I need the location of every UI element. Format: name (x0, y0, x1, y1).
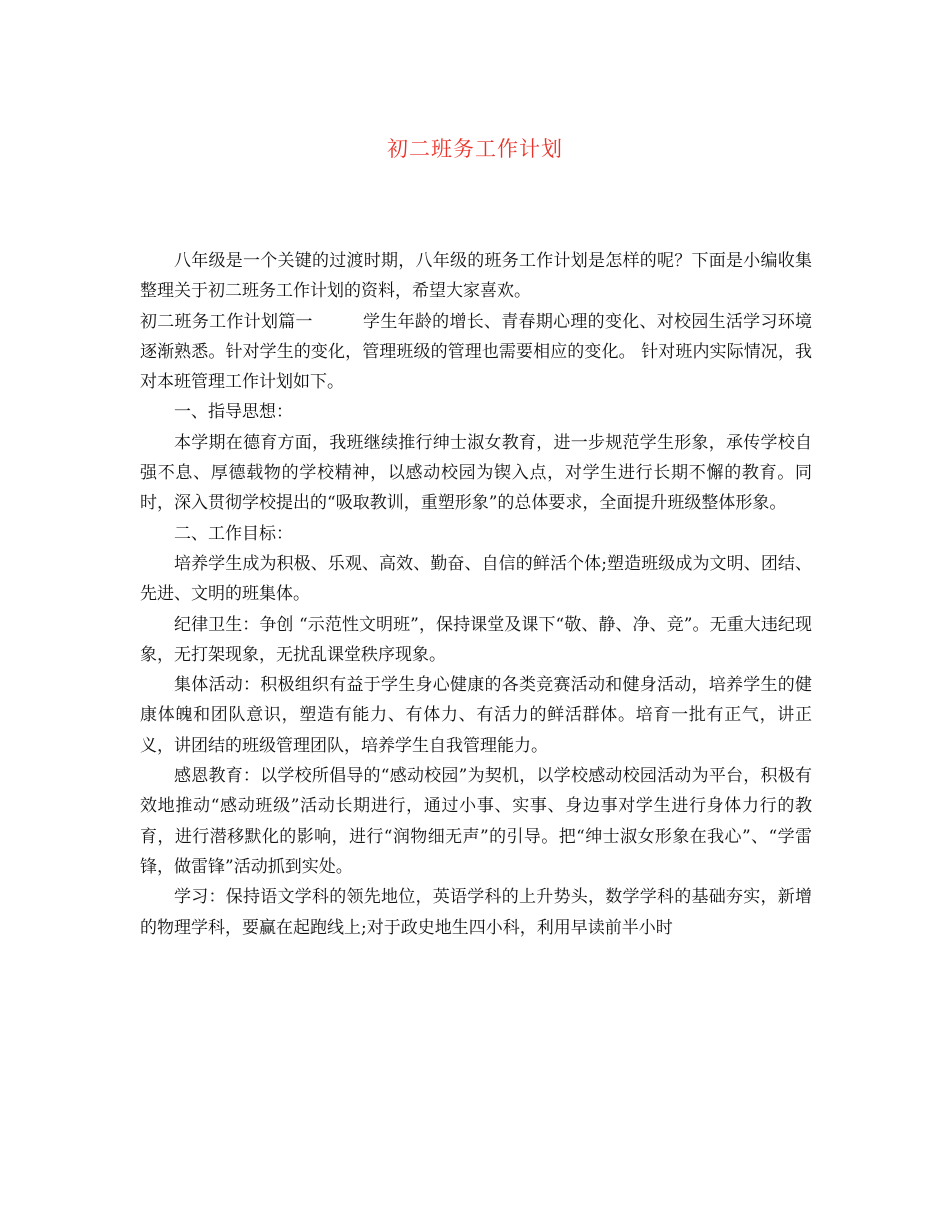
chapter-label: 初二班务工作计划篇一 (140, 311, 313, 332)
chapter-text: 学生年龄的增长、青春期心理的变化、对校园生活学习环境逐渐熟悉。针对学生的变化，管理班级的管理也需要相应的变化。 针对班内实际情况，我对本班管理工作计划如下。 (140, 311, 813, 393)
paragraph-gratitude: 感恩教育：以学校所倡导的“感动校园”为契机，以学校感动校园活动为平台，积极有效地推动“感动班级”活动长期进行，通过小事、实事、身边事对学生进行身体力行的教育，进行潜移默化的影响，进行“润物细无声”的引导。把“绅士淑女形象在我心”、“学雷锋，做雷锋”活动抓到实处。 (140, 766, 812, 877)
section-heading-goals: 二、工作目标： (174, 523, 293, 544)
paragraph-intro: 八年级是一个关键的过渡时期，八年级的班务工作计划是怎样的呢？下面是小编收集整理关于初二班务工作计划的资料，希望大家喜欢。 (140, 251, 812, 302)
document-body (140, 246, 812, 943)
paragraph-chapter (140, 307, 812, 398)
document-title: 初二班务工作计划 (387, 137, 563, 161)
paragraph-goal: 培养学生成为积极、乐观、高效、勤奋、自信的鲜活个体;塑造班级成为文明、团结、先进、文明的班集体。 (140, 553, 812, 605)
paragraph-discipline: 纪律卫生：争创 “示范性文明班”，保持课堂及课下“敬、静、净、竞”。无重大违纪现象，无打架现象，无扰乱课堂秩序现象。 (140, 614, 812, 665)
paragraph-study: 学习：保持语文学科的领先地位，英语学科的上升势头，数学学科的基础夯实，新增的物理学科，要赢在起跑线上;对于政史地生四小科，利用早读前半小时 (140, 887, 812, 938)
section-heading-guiding: 一、指导思想： (174, 402, 293, 423)
paragraph-guiding: 本学期在德育方面，我班继续推行绅士淑女教育，进一步规范学生形象，承传学校自强不息、厚德载物的学校精神，以感动校园为锲入点，对学生进行长期不懈的教育。同时，深入贯彻学校提出的“吸取教训，重塑形象”的总体要求，全面提升班级整体形象。 (140, 432, 812, 514)
paragraph-activities: 集体活动：积极组织有益于学生身心健康的各类竞赛活动和健身活动，培养学生的健康体魄和团队意识，塑造有能力、有体力、有活力的鲜活群体。培育一批有正气，讲正义，讲团结的班级管理团队，培养学生自我管理能力。 (140, 675, 812, 756)
